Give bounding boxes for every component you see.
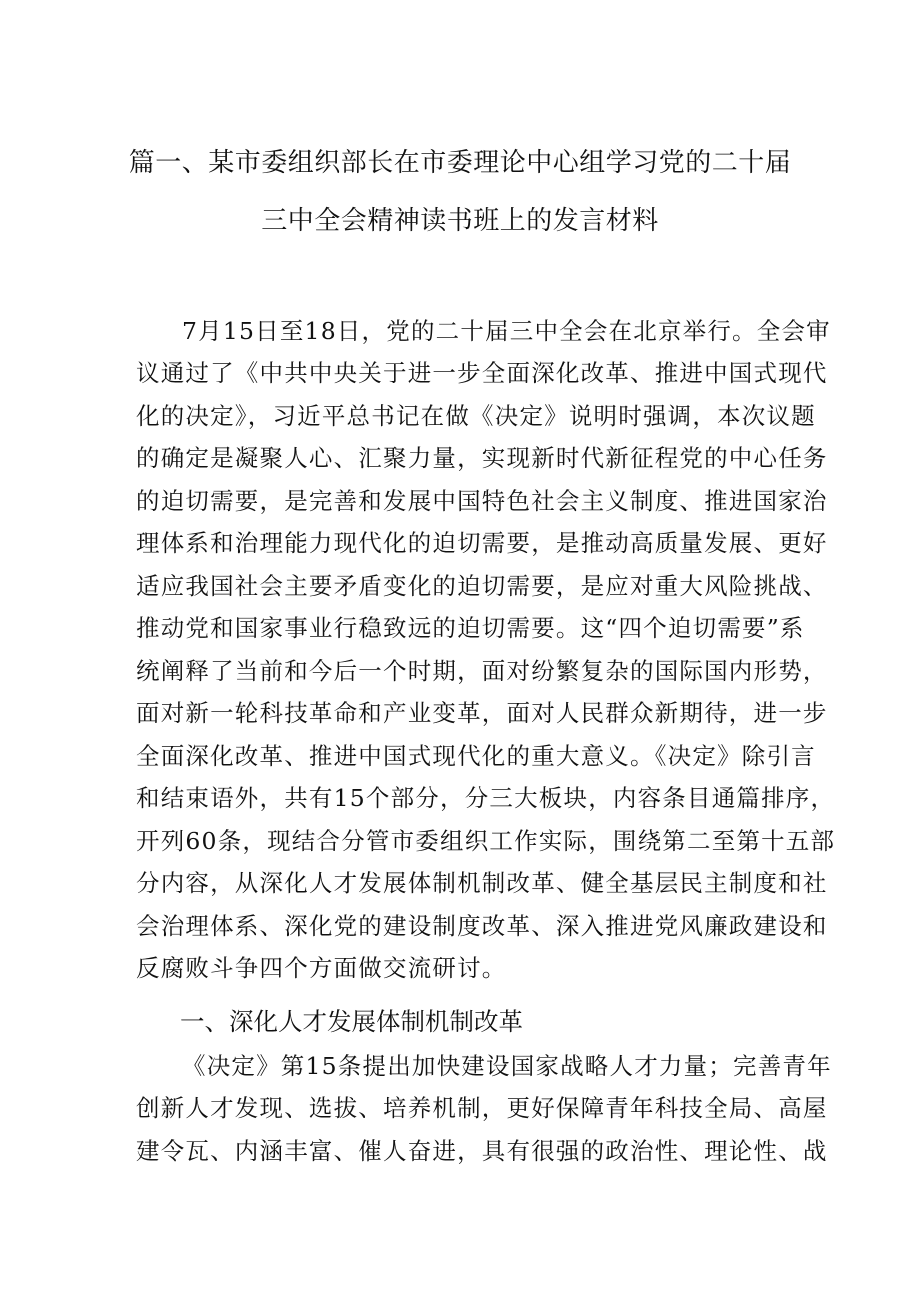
text-line: 议通过了《中共中央关于进一步全面深化改革、推进中国式现代 <box>136 359 828 387</box>
document-title-line-1: 篇一、某市委组织部长在市委理论中心组学习党的二十届 <box>128 148 792 178</box>
text-line: 反腐败斗争四个方面做交流研讨。 <box>136 954 507 982</box>
text-line: 《决定》第15条提出加快建设国家战略人才力量；完善青年 <box>182 1052 832 1080</box>
text-line: 的确定是凝聚人心、汇聚力量，实现新时代新征程党的中心任务 <box>136 444 828 472</box>
text-line: 化的决定》，习近平总书记在做《决定》说明时强调，本次议题 <box>136 402 816 430</box>
text-line: 推动党和国家事业行稳致远的迫切需要。这“四个迫切需要”系 <box>136 614 805 642</box>
text-line: 全面深化改革、推进中国式现代化的重大意义。《决定》除引言 <box>136 742 816 770</box>
text-line: 7月15日至18日，党的二十届三中全会在北京举行。全会审 <box>182 317 831 345</box>
text-line: 创新人才发现、选拔、培养机制，更好保障青年科技全局、高屋 <box>136 1094 828 1122</box>
text-line: 理体系和治理能力现代化的迫切需要，是推动高质量发展、更好 <box>136 529 828 557</box>
text-line: 适应我国社会主要矛盾变化的迫切需要，是应对重大风险挑战、 <box>136 572 828 600</box>
document-title-line-2: 三中全会精神读书班上的发言材料 <box>261 206 659 236</box>
text-line: 开列60条，现结合分管市委组织工作实际，围绕第二至第十五部 <box>136 827 836 855</box>
text-line: 会治理体系、深化党的建设制度改革、深入推进党风廉政建设和 <box>136 912 828 940</box>
text-line: 建令瓦、内涵丰富、催人奋进，具有很强的政治性、理论性、战 <box>136 1137 828 1165</box>
section-heading: 一、深化人才发展体制机制改革 <box>180 1007 523 1036</box>
text-line: 的迫切需要，是完善和发展中国特色社会主义制度、推进国家治 <box>136 487 828 515</box>
text-line: 和结束语外，共有15个部分，分三大板块，内容条目通篇排序， <box>136 784 836 812</box>
text-line: 统阐释了当前和今后一个时期，面对纷繁复杂的国际国内形势， <box>136 657 828 685</box>
text-line: 面对新一轮科技革命和产业变革，面对人民群众新期待，进一步 <box>136 699 828 727</box>
text-line: 分内容，从深化人才发展体制机制改革、健全基层民主制度和社 <box>136 869 828 897</box>
